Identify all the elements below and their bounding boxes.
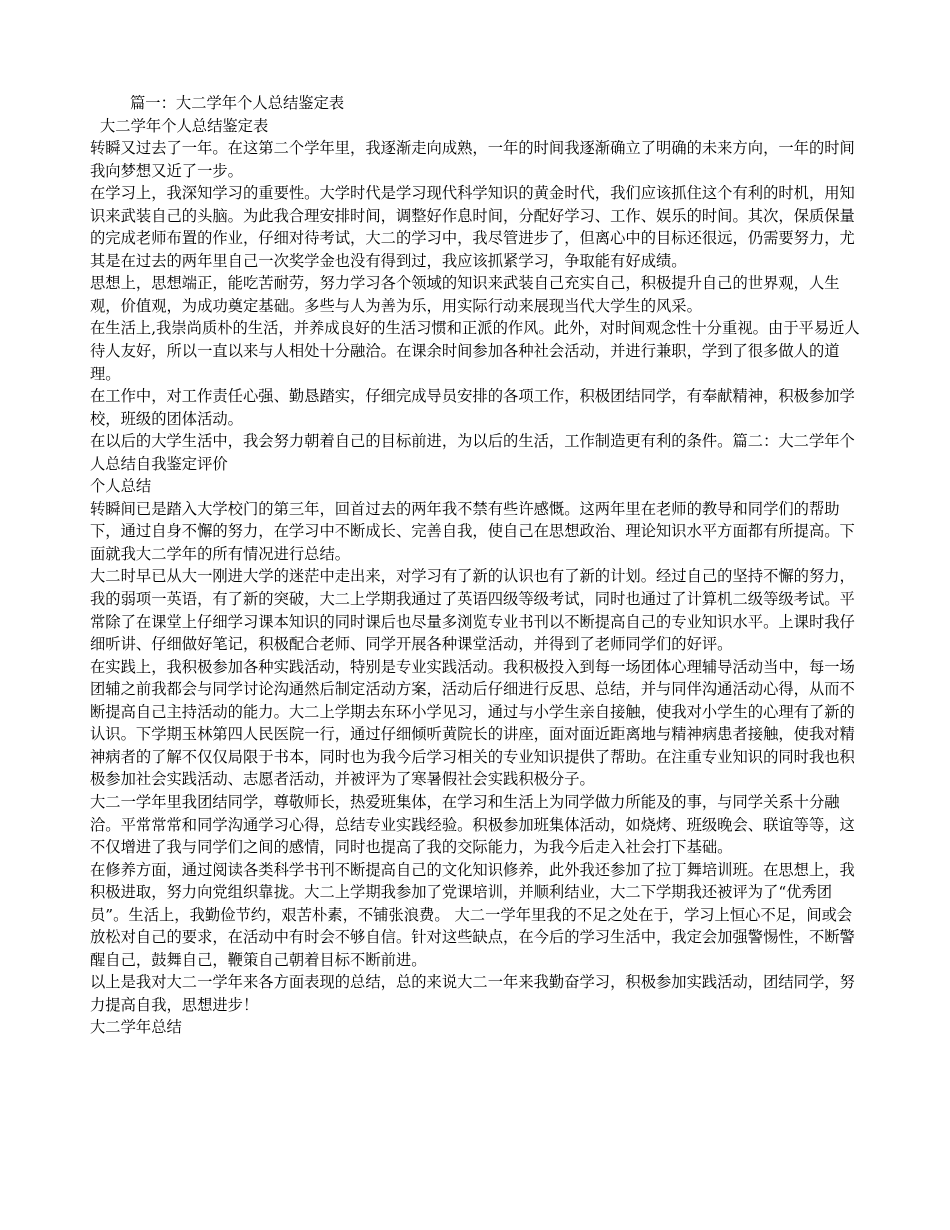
paragraph-intro: 转瞬又过去了一年。在这第二个学年里，我逐渐走向成熟，一年的时间我逐渐确立了明确的未来方向，一年的时间我向梦想又近了一步。 (90, 139, 855, 180)
section-title-personal-summary: 个人总结 (90, 477, 152, 496)
paragraph-cultivation: 在修养方面，通过阅读各类科学书刊不断提高自己的文化知识修养，此外我还参加了拉丁舞培训班。在思想上，我积极进取，努力向党组织靠拢。大二上学期我参加了党课培训，并顺利结业，大二下学期我还被评为了“优秀团员”。生活上，我勤俭节约，艰苦朴素，不铺张浪费。 大二一学年里我的不足之处在于，学习上恒心不足，间或会放松对自己的要求，在活动中有时会不够自信。针对这些缺点，在今后的学习生活中，我定会加强警惕性，不断警醒自己，鼓舞自己，鞭策自己朝着目标不断前进。 (90, 860, 855, 969)
paragraph-life: 在生活上,我崇尚质朴的生活，并养成良好的生活习惯和正派的作风。此外，对时间观念性十分重视。由于平易近人待人友好，所以一直以来与人相处十分融洽。在课余时间参加各种社会活动，并进行兼职，学到了很多做人的道理。 (90, 319, 860, 383)
paragraph-relationships: 大二一学年里我团结同学，尊敬师长，热爱班集体，在学习和生活上为同学做力所能及的事，与同学关系十分融洽。平常常常和同学沟通学习心得，总结专业实践经验。积极参加班集体活动，如烧烤、班级晚会、联谊等等，这不仅增进了我与同学们之间的感情，同时也提高了我的交际能力，为我今后走入社会打下基础。 (90, 792, 855, 857)
paragraph-practice: 在实践上，我积极参加各种实践活动，特别是专业实践活动。我积极投入到每一场团体心理辅导活动当中，每一场团辅之前我都会与同学讨论沟通然后制定活动方案，活动后仔细进行反思、总结，并与同伴沟通活动心得，从而不断提高自己主持活动的能力。大二上学期去东环小学见习，通过与小学生亲自接触，使我对小学生的心理有了新的认识。下学期玉林第四人民医院一行，通过仔细倾听黄院长的讲座，面对面近距离地与精神病患者接触，使我对精神病者的了解不仅仅局限于书本，同时也为我今后学习相关的专业知识提供了帮助。在注重专业知识的同时我也积极参加社会实践活动、志愿者活动，并被评为了寒暑假社会实践积极分子。 (90, 657, 855, 789)
paragraph-conclusion: 以上是我对大二一学年来各方面表现的总结，总的来说大二一年来我勤奋学习，积极参加实践活动，团结同学，努力提高自我，思想进步！ (90, 973, 855, 1014)
document-heading-secondary: 大二学年个人总结鉴定表 (100, 116, 269, 135)
paragraph-future: 在以后的大学生活中，我会努力朝着自己的目标前进，为以后的生活，工作制造更有利的条件。篇二：大二学年个人总结自我鉴定评价 (90, 432, 855, 473)
paragraph-work: 在工作中，对工作责任心强、勤恳踏实，仔细完成导员安排的各项工作，积极团结同学，有奉献精神，积极参加学校，班级的团体活动。 (90, 387, 855, 428)
paragraph-review: 转瞬间已是踏入大学校门的第三年，回首过去的两年我不禁有些许感慨。这两年里在老师的教导和同学们的帮助下，通过自身不懈的努力，在学习中不断成长、完善自我，使自己在思想政治、理论知识水平方面都有所提高。下面就我大二学年的所有情况进行总结。 (90, 499, 855, 563)
paragraph-thought: 思想上，思想端正，能吃苦耐劳，努力学习各个领域的知识来武装自己充实自己，积极提升自己的世界观，人生观，价值观，为成功奠定基础。多些与人为善为乐，用实际行动来展现当代大学生的风采。 (90, 274, 840, 315)
paragraph-academic: 大二时早已从大一刚进大学的迷茫中走出来，对学习有了新的认识也有了新的计划。经过自己的坚持不懈的努力，我的弱项一英语，有了新的突破，大二上学期我通过了英语四级等级考试，同时也通过了计算机二级等级考试。平常除了在课堂上仔细学习课本知识的同时课后也尽量多浏览专业书刊以不断提高自己的专业知识水平。上课时我仔细听讲、仔细做好笔记，积极配合老师、同学开展各种课堂活动，并得到了老师同学们的好评。 (90, 567, 855, 654)
paragraph-study: 在学习上，我深知学习的重要性。大学时代是学习现代科学知识的黄金时代，我们应该抓住这个有利的时机，用知识来武装自己的头脑。为此我合理安排时间，调整好作息时间，分配好学习、工作、娱乐的时间。其次，保质保量的完成老师布置的作业，仔细对待考试，大二的学习中，我尽管进步了，但离心中的目标还很远，仍需要努力，尤其是在过去的两年里自己一次奖学金也没有得到过，我应该抓紧学习，争取能有好成绩。 (90, 184, 855, 270)
section-title-year-summary: 大二学年总结 (90, 1018, 182, 1037)
document-heading-primary: 篇一：大二学年个人总结鉴定表 (130, 94, 345, 112)
